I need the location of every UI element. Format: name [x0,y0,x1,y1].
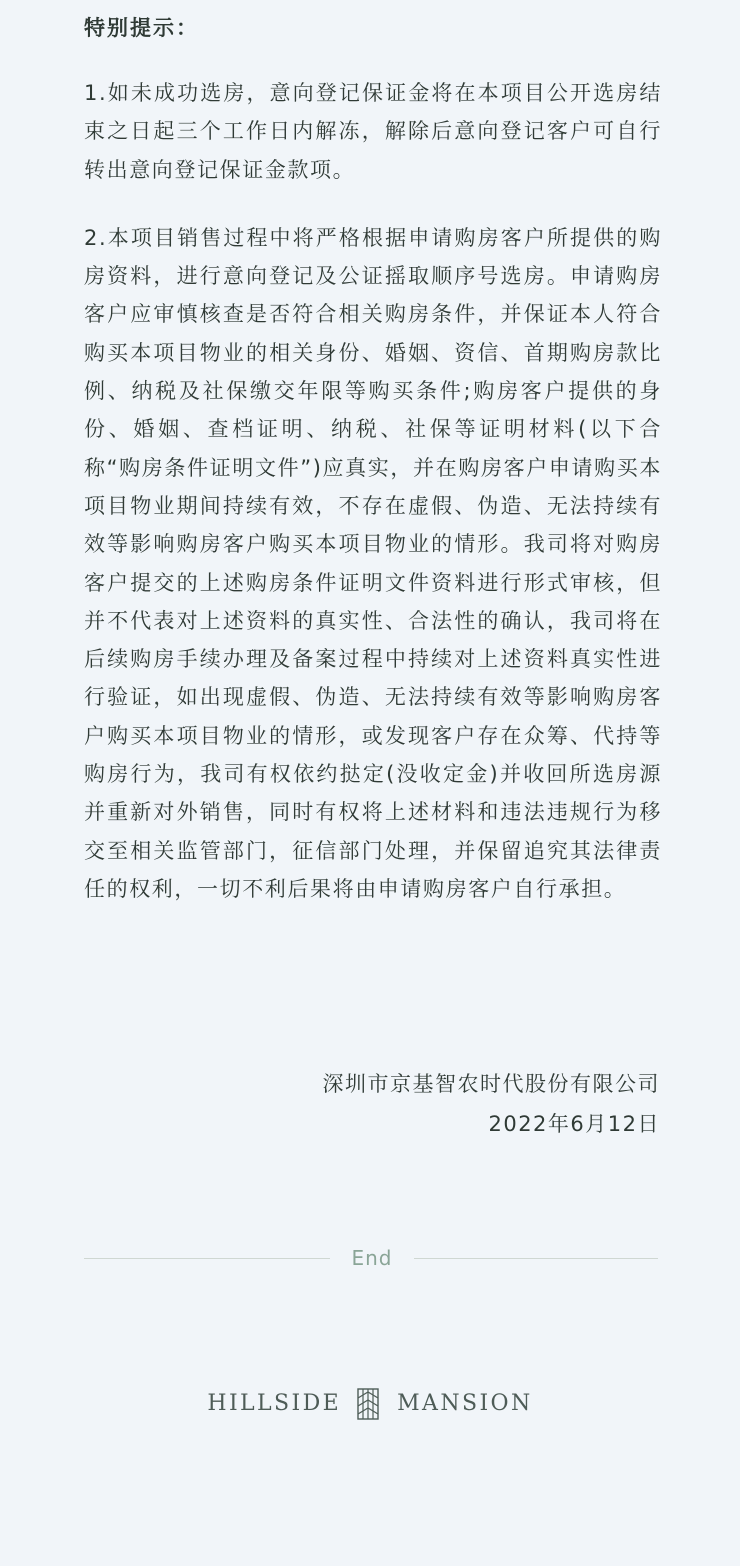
hillside-mansion-logo-icon [357,1388,379,1420]
signature-date: 2022年6月12日 [488,1112,660,1136]
signature-block [323,1064,661,1144]
notice-heading: 特别提示： [84,16,199,40]
brand-word-left: HILLSIDE [207,1391,342,1416]
notice-paragraph-2: 2.本项目销售过程中将严格根据申请购房客户所提供的购房资料，进行意向登记及公证摇取顺序号选房。申请购房客户应审慎核查是否符合相关购房条件，并保证本人符合购买本项目物业的相关身份、婚姻、资信、首期购房款比例、纳税及社保缴交年限等购买条件;购房客户提供的身份、婚姻、查档证明、纳税、社保等证明材料(以下合称“购房条件证明文件”)应真实，并在购房客户申请购买本项目物业期间持续有效，不存在虚假、伪造、无法持续有效等影响购房客户购买本项目物业的情形。我司将对购房客户提交的上述购房条件证明文件资料进行形式审核，但并不代表对上述资料的真实性、合法性的确认，我司将在后续购房手续办理及备案过程中持续对上述资料真实性进行验证，如出现虚假、伪造、无法持续有效等影响购房客户购买本项目物业的情形，或发现客户存在众筹、代持等购房行为，我司有权依约挞定(没收定金)并收回所选房源并重新对外销售，同时有权将上述材料和违法违规行为移交至相关监管部门，征信部门处理，并保留追究其法律责任的权利，一切不利后果将由申请购房客户自行承担。 [84,225,662,901]
end-label: End [351,1246,393,1270]
brand-word-right: MANSION [397,1391,533,1416]
end-divider [84,1244,658,1274]
notice-paragraph-1: 1.如未成功选房，意向登记保证金将在本项目公开选房结束之日起三个工作日内解冻，解除后意向登记客户可自行转出意向登记保证金款项。 [84,81,662,182]
divider-line-left [84,1258,330,1259]
notice-content [84,0,662,908]
brand-logo [0,1386,740,1422]
divider-line-right [414,1258,658,1259]
company-name: 深圳市京基智农时代股份有限公司 [322,1072,660,1096]
